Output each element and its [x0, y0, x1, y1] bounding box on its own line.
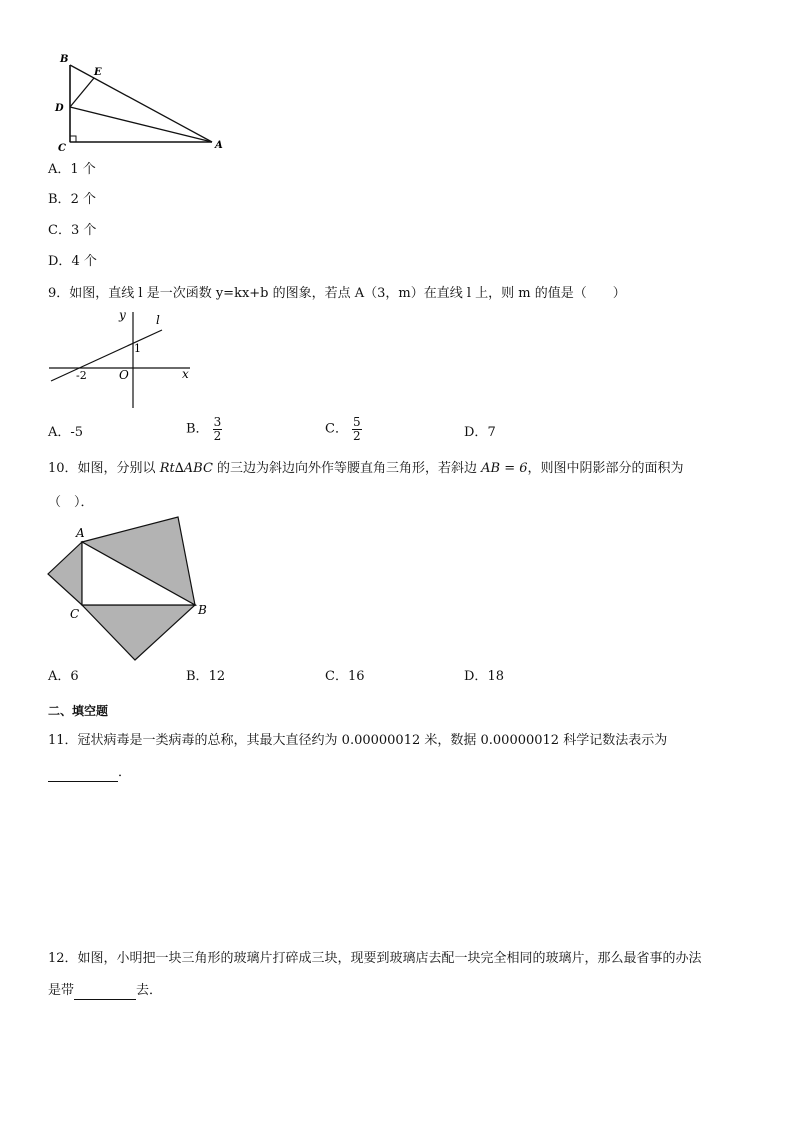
- label-d: D: [55, 103, 64, 114]
- label-a: A: [215, 140, 223, 151]
- figure-triangle-abc-de: [50, 50, 240, 155]
- q9-option-a[interactable]: A．-5: [48, 425, 84, 440]
- q10-question-line2: （ ）．: [48, 495, 94, 510]
- axis-label-y: y: [119, 308, 126, 322]
- intercept-label-1: 1: [134, 342, 141, 355]
- q11-question: 11．冠状病毒是一类病毒的总称，其最大直径约为 0.00000012 米，数据 0.00000012 科学记数法表示为: [48, 733, 668, 748]
- q9-option-b[interactable]: B． $\frac{3}{2}$: [186, 415, 222, 443]
- figure-linear-function: [45, 308, 195, 410]
- q8-option-b[interactable]: B．2 个: [48, 192, 96, 207]
- q10-option-d[interactable]: D．18: [464, 669, 504, 684]
- label-b: B: [60, 54, 69, 65]
- q9-option-d[interactable]: D．7: [464, 425, 496, 440]
- q12-question: 12．如图，小明把一块三角形的玻璃片打碎成三块，现要到玻璃店去配一块完全相同的玻璃片，那么最省事的办法: [48, 951, 702, 966]
- section-heading: 二、填空题: [48, 704, 109, 718]
- q8-option-a[interactable]: A．1 个: [48, 162, 96, 177]
- q9-option-c[interactable]: C． $\frac{5}{2}$: [325, 415, 361, 443]
- label-a: A: [76, 526, 85, 540]
- q10-option-c[interactable]: C．16: [325, 669, 365, 684]
- q8-option-d[interactable]: D．4 个: [48, 254, 97, 269]
- label-b: B: [198, 603, 207, 617]
- origin-label-o: O: [119, 368, 129, 382]
- q11-answer-blank[interactable]: [48, 765, 118, 782]
- figure-right-triangle-squares: [45, 512, 220, 664]
- label-e: E: [94, 67, 102, 78]
- label-c: C: [70, 607, 80, 621]
- q10-option-b[interactable]: B．12: [186, 669, 226, 684]
- fraction: $\frac{3}{2}$: [213, 415, 222, 443]
- q9-question: 9．如图，直线 l 是一次函数 y=kx+b 的图象，若点 A（3，m）在直线 l 上，则 m 的值是（ ）: [48, 286, 626, 301]
- q8-option-c[interactable]: C．3 个: [48, 223, 97, 238]
- label-c: C: [58, 143, 66, 154]
- q12-answer-line: 是带 去．: [48, 983, 163, 998]
- fraction: $\frac{5}{2}$: [352, 415, 361, 443]
- q12-answer-blank[interactable]: [74, 983, 136, 1000]
- q10-option-a[interactable]: A．6: [48, 669, 79, 684]
- intercept-label-neg2: -2: [76, 369, 87, 382]
- q10-question: 10．如图，分别以 Rt∆ABC 的三边为斜边向外作等腰直角三角形，若斜边 AB = 6，则图中阴影部分的面积为: [48, 461, 684, 476]
- axis-label-x: x: [182, 367, 189, 381]
- q11-answer-line: ．: [48, 765, 131, 782]
- line-label-l: l: [156, 313, 160, 327]
